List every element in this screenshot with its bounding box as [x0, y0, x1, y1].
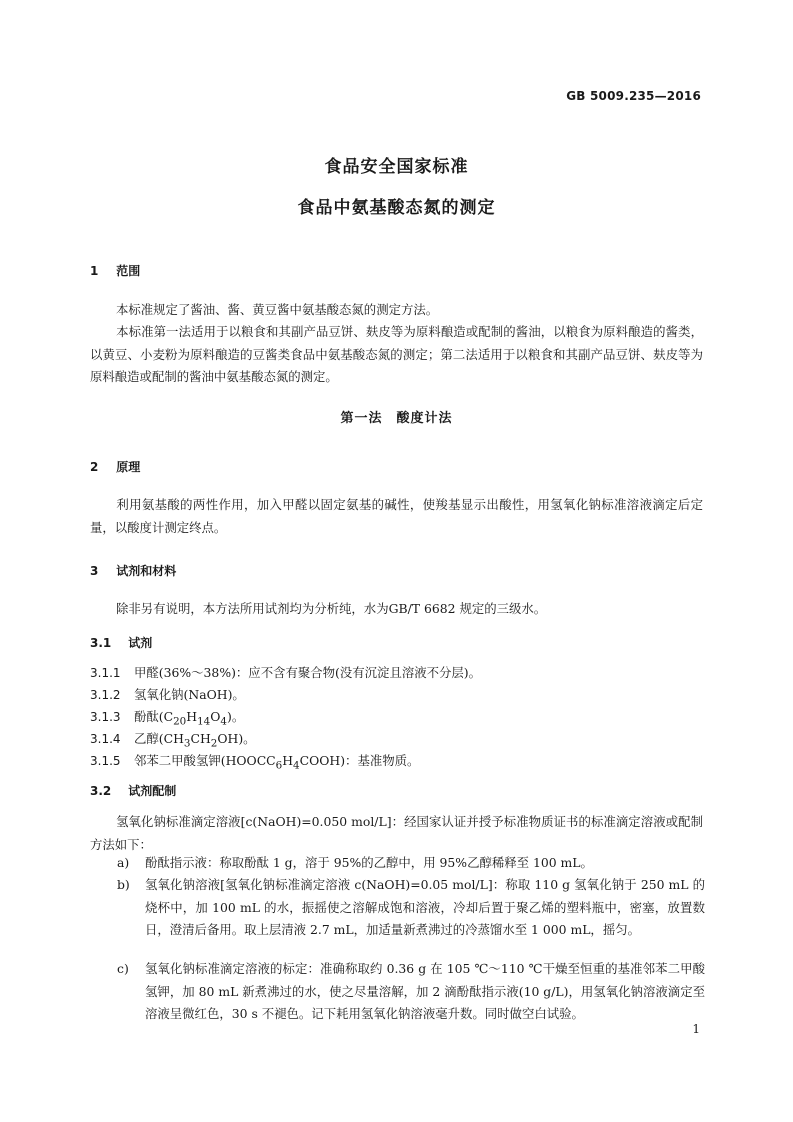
- section-title: 范围: [116, 264, 141, 278]
- subsection-title: 试剂: [128, 636, 153, 650]
- reagent-item: 3.1.5 邻苯二甲酸氢钾$(HOOCC_6H_4COOH)$：基准物质。: [90, 753, 420, 772]
- section-number: 2: [90, 460, 99, 474]
- list-item: a) 酚酞指示液：称取酚酞 1 g，溶于 95%的乙醇中，用 95%乙醇稀释至 100 mL。: [117, 855, 593, 870]
- section-title: 原理: [116, 460, 141, 474]
- paragraph-principle: 利用氨基酸的两性作用，加入甲醛以固定氨基的碱性，使羧基显示出酸性，用氢氧化钠标准溶液滴定后定量，以酸度计测定终点。: [90, 497, 703, 535]
- section-heading-scope: [90, 262, 140, 279]
- paragraph-scope-1: 本标准规定了酱油、酱、黄豆酱中氨基酸态氮的测定方法。: [116, 302, 439, 317]
- section-title: 试剂和材料: [116, 564, 177, 578]
- reagent-item: 3.1.3 酚酞$(C_{20}H_{14}O_4)$。: [90, 709, 245, 728]
- document-title: 食品安全国家标准: [324, 157, 469, 177]
- document-subtitle: 食品中氨基酸态氮的测定: [297, 198, 496, 218]
- reagent-item: 3.1.2 氢氧化钠(NaOH)。: [90, 687, 245, 702]
- paragraph-scope-2: 本标准第一法适用于以粮食和其副产品豆饼、麸皮等为原料酿造或配制的酱油，以粮食为原料酿造的酱类，以黄豆、小麦粉为原料酿造的豆酱类食品中氨基酸态氮的测定；第二法适用于以粮食和其副产品豆饼、麸皮等为原料酿造或配制的酱油中氨基酸态氮的测定。: [90, 324, 703, 384]
- reagent-item: 3.1.1 甲醛(36%～38%)：应不含有聚合物(没有沉淀且溶液不分层)。: [90, 665, 482, 680]
- list-item: b) 氢氧化钠溶液[氢氧化钠标准滴定溶液 c(NaOH)=0.05 mol/L]：称取 110 g 氢氧化钠于 250 mL 的烧杯中，加 100 mL 的水，振摇使之溶解成饱和溶液，冷却后置于聚乙烯的塑料瓶中，密塞，放置数日，澄清后备用。取上层清液 2.7 mL，加适量新煮沸过的冷蒸馏水至 1 000 mL，摇匀。: [117, 877, 705, 937]
- section-heading-principle: [90, 458, 140, 475]
- method-heading: 第一法 酸度计法: [340, 411, 453, 426]
- page-number: 1: [692, 1022, 700, 1036]
- reagent-item: 3.1.4 乙醇$(CH_3CH_2OH)$。: [90, 731, 256, 750]
- section-heading-reagents: [90, 562, 176, 579]
- section-number: 1: [90, 264, 99, 278]
- subsection-title: 试剂配制: [128, 784, 177, 798]
- standard-number: GB 5009.235—2016: [566, 89, 701, 103]
- subsection-heading-reagents: [90, 634, 152, 651]
- section-number: 3: [90, 564, 99, 578]
- paragraph-prep: 氢氧化钠标准滴定溶液[c(NaOH)=0.050 mol/L]：经国家认证并授予标准物质证书的标准滴定溶液或配制方法如下：: [90, 814, 703, 852]
- subsection-heading-prep: [90, 782, 176, 799]
- subsection-number: 3.2: [90, 784, 112, 798]
- list-item: c) 氢氧化钠标准滴定溶液的标定：准确称取约 0.36 g 在 105 ℃～110 ℃干燥至恒重的基准邻苯二甲酸氢钾，加 80 mL 新煮沸过的水，使之尽量溶解，加 2 滴酚酞指示液(10 g/L)，用氢氧化钠溶液滴定至溶液呈微红色，30 s 不褪色。记下耗用氢氧化钠溶液毫升数。同时做空白试验。: [117, 961, 705, 1021]
- paragraph-reagents: 除非另有说明，本方法所用试剂均为分析纯，水为GB/T 6682 规定的三级水。: [116, 601, 547, 616]
- subsection-number: 3.1: [90, 636, 112, 650]
